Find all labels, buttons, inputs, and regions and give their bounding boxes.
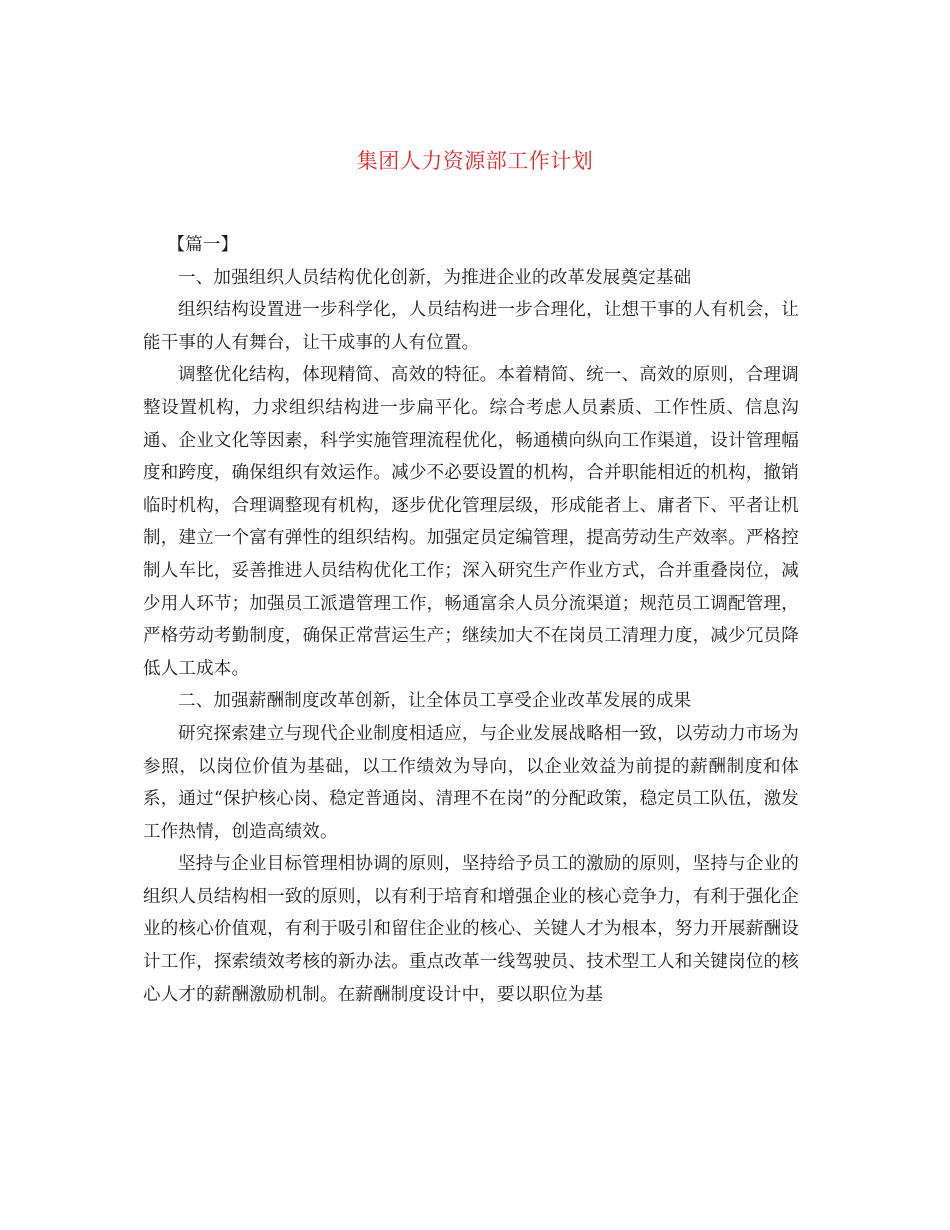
section-tag: 【篇一】: [167, 235, 239, 255]
document-title: 集团人力资源部工作计划: [356, 149, 594, 173]
paragraph: 组织结构设置进一步科学化，人员结构进一步合理化，让想干事的人有机会，让能干事的人有舞台，让干成事的人有位置。: [143, 300, 799, 353]
paragraph: 调整优化结构，体现精简、高效的特征。本着精简、统一、高效的原则，合理调整设置机构，力求组织结构进一步扁平化。综合考虑人员素质、工作性质、信息沟通、企业文化等因素，科学实施管理流程优化，畅通横向纵向工作渠道，设计管理幅度和跨度，确保组织有效运作。减少不必要设置的机构，合并职能相近的机构，撤销临时机构，合理调整现有机构，逐步优化管理层级，形成能者上、庸者下、平者让机制，建立一个富有弹性的组织结构。加强定员定编管理，提高劳动生产效率。严格控制人车比，妥善推进人员结构优化工作；深入研究生产作业方式，合并重叠岗位，减少用人环节；加强员工派遣管理工作，畅通富余人员分流渠道；规范员工调配管理，严格劳动考勤制度，确保正常营运生产；继续加大不在岗员工清理力度，减少冗员降低人工成本。: [143, 365, 799, 679]
heading-section-2: 二、加强薪酬制度改革创新，让全体员工享受企业改革发展的成果: [178, 691, 692, 712]
document-body: [143, 229, 799, 1011]
heading-section-1: 一、加强组织人员结构优化创新，为推进企业的改革发展奠定基础: [178, 267, 692, 288]
paragraph: 坚持与企业目标管理相协调的原则，坚持给予员工的激励的原则，坚持与企业的组织人员结构相一致的原则，以有利于培育和增强企业的核心竞争力，有利于强化企业的核心价值观，有利于吸引和留住企业的核心、关键人才为根本，努力开展薪酬设计工作，探索绩效考核的新办法。重点改革一线驾驶员、技术型工人和关键岗位的核心人才的薪酬激励机制。在薪酬制度设计中，要以职位为基: [143, 854, 799, 1005]
paragraph: 研究探索建立与现代企业制度相适应，与企业发展战略相一致，以劳动力市场为参照，以岗位价值为基础，以工作绩效为导向，以企业效益为前提的薪酬制度和体系，通过“保护核心岗、稳定普通岗、清理不在岗”的分配政策，稳定员工队伍，激发工作热情，创造高绩效。: [143, 723, 799, 842]
